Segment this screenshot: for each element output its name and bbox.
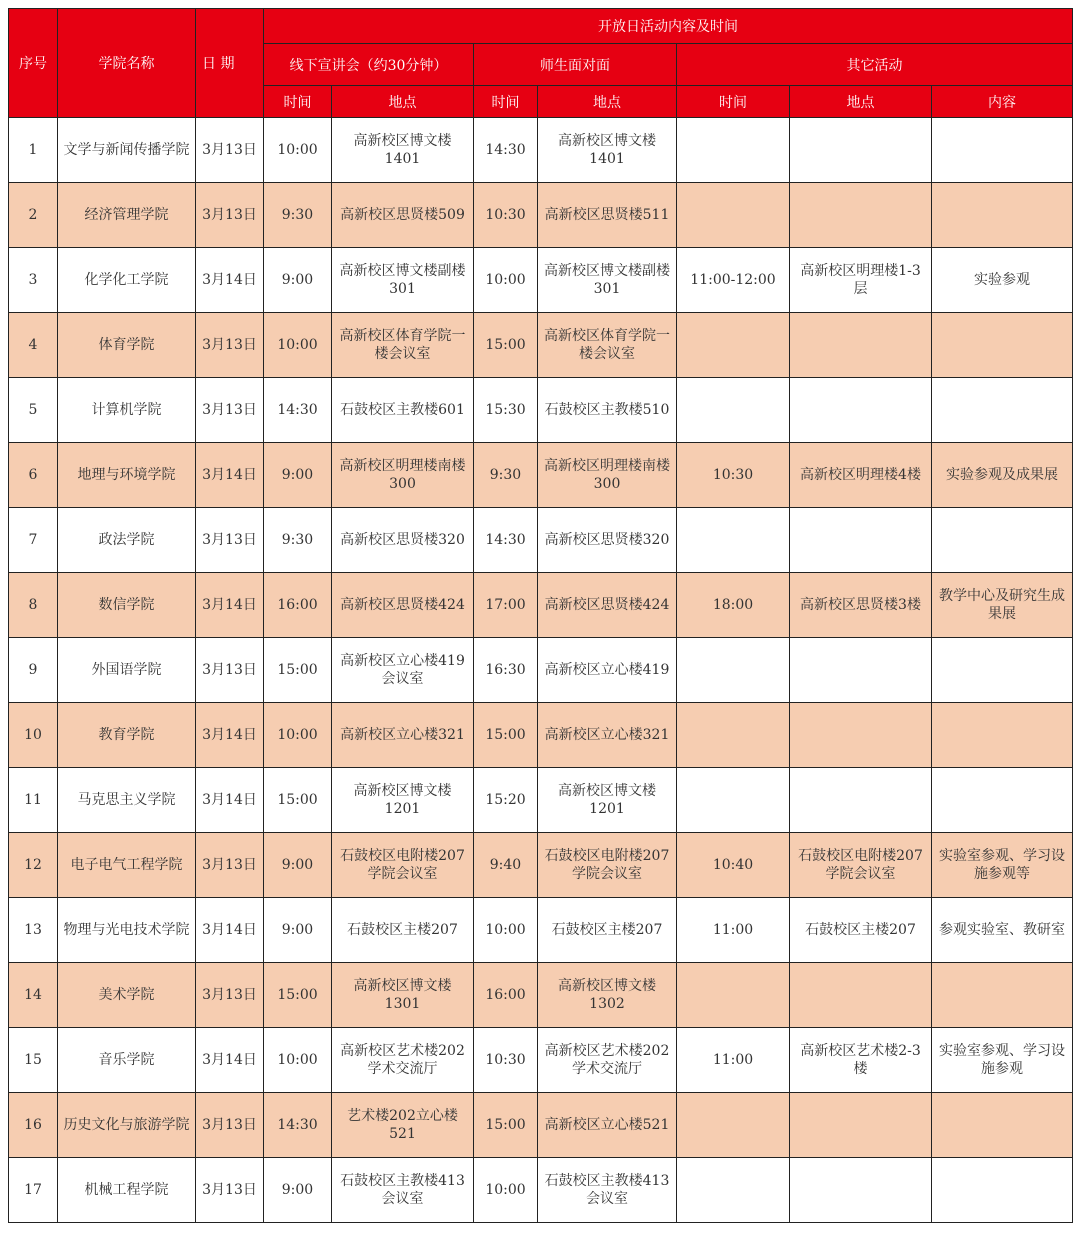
lecture-time: 14:30 [264, 378, 332, 443]
table-row [9, 963, 1073, 1028]
other-place: 高新校区明理楼1-3层 [790, 248, 932, 313]
other-content [932, 378, 1073, 443]
face-time: 10:00 [474, 898, 538, 963]
other-place [790, 1093, 932, 1158]
row-number: 15 [9, 1028, 58, 1093]
face-time: 9:40 [474, 833, 538, 898]
lecture-time: 9:30 [264, 183, 332, 248]
row-number: 16 [9, 1093, 58, 1158]
face-time: 14:30 [474, 118, 538, 183]
row-number: 1 [9, 118, 58, 183]
face-place: 高新校区艺术楼202学术交流厅 [538, 1028, 677, 1093]
face-time: 9:30 [474, 443, 538, 508]
other-content [932, 118, 1073, 183]
face-time: 15:30 [474, 378, 538, 443]
date-cell: 3月13日 [196, 1158, 264, 1223]
table-row [9, 378, 1073, 443]
college-name: 电子电气工程学院 [58, 833, 196, 898]
face-time: 15:20 [474, 768, 538, 833]
face-time: 15:00 [474, 703, 538, 768]
header-other-place: 地点 [790, 86, 932, 118]
other-time: 11:00 [677, 1028, 790, 1093]
lecture-place: 石鼓校区主教楼601 [332, 378, 474, 443]
lecture-time: 15:00 [264, 963, 332, 1028]
date-cell: 3月13日 [196, 118, 264, 183]
other-time [677, 768, 790, 833]
date-cell: 3月13日 [196, 508, 264, 573]
college-name: 数信学院 [58, 573, 196, 638]
other-time [677, 1093, 790, 1158]
other-place: 高新校区思贤楼3楼 [790, 573, 932, 638]
table-row [9, 703, 1073, 768]
lecture-time: 9:00 [264, 1158, 332, 1223]
lecture-place: 石鼓校区电附楼207学院会议室 [332, 833, 474, 898]
college-name: 美术学院 [58, 963, 196, 1028]
row-number: 12 [9, 833, 58, 898]
row-number: 3 [9, 248, 58, 313]
lecture-place: 高新校区艺术楼202学术交流厅 [332, 1028, 474, 1093]
lecture-time: 16:00 [264, 573, 332, 638]
row-number: 13 [9, 898, 58, 963]
lecture-time: 10:00 [264, 118, 332, 183]
lecture-place: 高新校区博文楼1201 [332, 768, 474, 833]
lecture-place: 高新校区博文楼1301 [332, 963, 474, 1028]
other-place [790, 963, 932, 1028]
header-date: 日 期 [196, 9, 264, 118]
table-row [9, 118, 1073, 183]
table-row [9, 768, 1073, 833]
other-place [790, 378, 932, 443]
college-name: 计算机学院 [58, 378, 196, 443]
date-cell: 3月13日 [196, 183, 264, 248]
college-name: 教育学院 [58, 703, 196, 768]
date-cell: 3月14日 [196, 443, 264, 508]
other-time: 10:40 [677, 833, 790, 898]
header-other-activities: 其它活动 [677, 44, 1073, 86]
face-time: 16:00 [474, 963, 538, 1028]
college-name: 机械工程学院 [58, 1158, 196, 1223]
face-place: 高新校区立心楼521 [538, 1093, 677, 1158]
lecture-time: 9:00 [264, 833, 332, 898]
other-content: 教学中心及研究生成果展 [932, 573, 1073, 638]
row-number: 17 [9, 1158, 58, 1223]
table-row [9, 638, 1073, 703]
row-number: 4 [9, 313, 58, 378]
date-cell: 3月14日 [196, 703, 264, 768]
table-row [9, 898, 1073, 963]
date-cell: 3月13日 [196, 638, 264, 703]
other-content [932, 638, 1073, 703]
date-cell: 3月13日 [196, 963, 264, 1028]
table-row [9, 573, 1073, 638]
other-content [932, 703, 1073, 768]
header-face-time: 时间 [474, 86, 538, 118]
college-name: 马克思主义学院 [58, 768, 196, 833]
face-time: 17:00 [474, 573, 538, 638]
header-face-place: 地点 [538, 86, 677, 118]
face-time: 10:30 [474, 1028, 538, 1093]
lecture-place: 高新校区博文楼1401 [332, 118, 474, 183]
face-place: 高新校区立心楼321 [538, 703, 677, 768]
other-content: 参观实验室、教研室 [932, 898, 1073, 963]
face-place: 石鼓校区电附楼207学院会议室 [538, 833, 677, 898]
open-day-schedule-table [8, 8, 1073, 1223]
row-number: 10 [9, 703, 58, 768]
header-lecture-time: 时间 [264, 86, 332, 118]
other-time [677, 638, 790, 703]
other-time: 11:00-12:00 [677, 248, 790, 313]
other-time [677, 118, 790, 183]
lecture-place: 高新校区体育学院一楼会议室 [332, 313, 474, 378]
other-content: 实验参观 [932, 248, 1073, 313]
lecture-place: 高新校区立心楼419会议室 [332, 638, 474, 703]
other-time [677, 313, 790, 378]
date-cell: 3月13日 [196, 313, 264, 378]
lecture-time: 9:00 [264, 443, 332, 508]
face-place: 高新校区明理楼南楼300 [538, 443, 677, 508]
face-place: 高新校区博文楼1401 [538, 118, 677, 183]
face-place: 高新校区体育学院一楼会议室 [538, 313, 677, 378]
lecture-time: 9:30 [264, 508, 332, 573]
other-time [677, 703, 790, 768]
other-content [932, 508, 1073, 573]
lecture-place: 高新校区博文楼副楼301 [332, 248, 474, 313]
other-place: 高新校区明理楼4楼 [790, 443, 932, 508]
college-name: 政法学院 [58, 508, 196, 573]
face-time: 10:00 [474, 1158, 538, 1223]
other-place [790, 508, 932, 573]
lecture-place: 高新校区思贤楼509 [332, 183, 474, 248]
header-college: 学院名称 [58, 9, 196, 118]
lecture-time: 9:00 [264, 248, 332, 313]
other-place [790, 313, 932, 378]
lecture-time: 9:00 [264, 898, 332, 963]
lecture-time: 15:00 [264, 768, 332, 833]
face-time: 10:30 [474, 183, 538, 248]
other-content [932, 313, 1073, 378]
table-row [9, 833, 1073, 898]
schedule-table-container [8, 8, 1072, 1223]
date-cell: 3月14日 [196, 1028, 264, 1093]
face-time: 16:30 [474, 638, 538, 703]
date-cell: 3月14日 [196, 248, 264, 313]
college-name: 外国语学院 [58, 638, 196, 703]
other-content: 实验室参观、学习设施参观等 [932, 833, 1073, 898]
face-place: 高新校区博文楼副楼301 [538, 248, 677, 313]
college-name: 体育学院 [58, 313, 196, 378]
face-time: 15:00 [474, 313, 538, 378]
date-cell: 3月13日 [196, 1093, 264, 1158]
other-content [932, 1093, 1073, 1158]
other-place [790, 638, 932, 703]
row-number: 6 [9, 443, 58, 508]
table-row [9, 508, 1073, 573]
header-seq: 序号 [9, 9, 58, 118]
header-main-title: 开放日活动内容及时间 [264, 9, 1073, 44]
other-place [790, 1158, 932, 1223]
other-place: 石鼓校区电附楼207学院会议室 [790, 833, 932, 898]
face-place: 石鼓校区主楼207 [538, 898, 677, 963]
other-time [677, 183, 790, 248]
table-row [9, 1028, 1073, 1093]
row-number: 14 [9, 963, 58, 1028]
date-cell: 3月14日 [196, 898, 264, 963]
lecture-time: 10:00 [264, 703, 332, 768]
header-lecture-place: 地点 [332, 86, 474, 118]
other-time: 11:00 [677, 898, 790, 963]
face-time: 10:00 [474, 248, 538, 313]
row-number: 11 [9, 768, 58, 833]
other-content [932, 768, 1073, 833]
other-place: 高新校区艺术楼2-3楼 [790, 1028, 932, 1093]
lecture-time: 10:00 [264, 1028, 332, 1093]
row-number: 9 [9, 638, 58, 703]
date-cell: 3月14日 [196, 573, 264, 638]
schedule-rows [9, 118, 1073, 1223]
face-place: 石鼓校区主教楼413会议室 [538, 1158, 677, 1223]
other-content [932, 1158, 1073, 1223]
face-time: 14:30 [474, 508, 538, 573]
face-place: 高新校区立心楼419 [538, 638, 677, 703]
college-name: 历史文化与旅游学院 [58, 1093, 196, 1158]
college-name: 化学化工学院 [58, 248, 196, 313]
face-place: 高新校区思贤楼511 [538, 183, 677, 248]
college-name: 文学与新闻传播学院 [58, 118, 196, 183]
lecture-time: 10:00 [264, 313, 332, 378]
date-cell: 3月13日 [196, 833, 264, 898]
date-cell: 3月13日 [196, 378, 264, 443]
other-place [790, 183, 932, 248]
other-content [932, 183, 1073, 248]
other-time [677, 963, 790, 1028]
college-name: 经济管理学院 [58, 183, 196, 248]
face-place: 高新校区博文楼1302 [538, 963, 677, 1028]
row-number: 8 [9, 573, 58, 638]
college-name: 音乐学院 [58, 1028, 196, 1093]
lecture-time: 14:30 [264, 1093, 332, 1158]
face-place: 高新校区博文楼1201 [538, 768, 677, 833]
face-place: 高新校区思贤楼424 [538, 573, 677, 638]
table-row [9, 1093, 1073, 1158]
lecture-place: 高新校区思贤楼320 [332, 508, 474, 573]
face-time: 15:00 [474, 1093, 538, 1158]
other-place [790, 118, 932, 183]
other-place [790, 703, 932, 768]
other-time: 10:30 [677, 443, 790, 508]
college-name: 地理与环境学院 [58, 443, 196, 508]
lecture-place: 石鼓校区主教楼413会议室 [332, 1158, 474, 1223]
header-face-to-face: 师生面对面 [474, 44, 677, 86]
table-row [9, 248, 1073, 313]
other-content: 实验室参观、学习设施参观 [932, 1028, 1073, 1093]
header-other-content: 内容 [932, 86, 1073, 118]
other-time [677, 508, 790, 573]
lecture-place: 高新校区思贤楼424 [332, 573, 474, 638]
other-time [677, 378, 790, 443]
lecture-place: 高新校区明理楼南楼300 [332, 443, 474, 508]
other-content [932, 963, 1073, 1028]
row-number: 5 [9, 378, 58, 443]
table-row [9, 183, 1073, 248]
table-row [9, 313, 1073, 378]
lecture-place: 高新校区立心楼321 [332, 703, 474, 768]
lecture-place: 艺术楼202立心楼521 [332, 1093, 474, 1158]
college-name: 物理与光电技术学院 [58, 898, 196, 963]
header-other-time: 时间 [677, 86, 790, 118]
row-number: 2 [9, 183, 58, 248]
table-row [9, 443, 1073, 508]
row-number: 7 [9, 508, 58, 573]
other-time: 18:00 [677, 573, 790, 638]
other-content: 实验参观及成果展 [932, 443, 1073, 508]
lecture-place: 石鼓校区主楼207 [332, 898, 474, 963]
face-place: 石鼓校区主教楼510 [538, 378, 677, 443]
other-time [677, 1158, 790, 1223]
other-place [790, 768, 932, 833]
header-lecture: 线下宣讲会（约30分钟） [264, 44, 474, 86]
lecture-time: 15:00 [264, 638, 332, 703]
other-place: 石鼓校区主楼207 [790, 898, 932, 963]
table-row [9, 1158, 1073, 1223]
face-place: 高新校区思贤楼320 [538, 508, 677, 573]
date-cell: 3月14日 [196, 768, 264, 833]
